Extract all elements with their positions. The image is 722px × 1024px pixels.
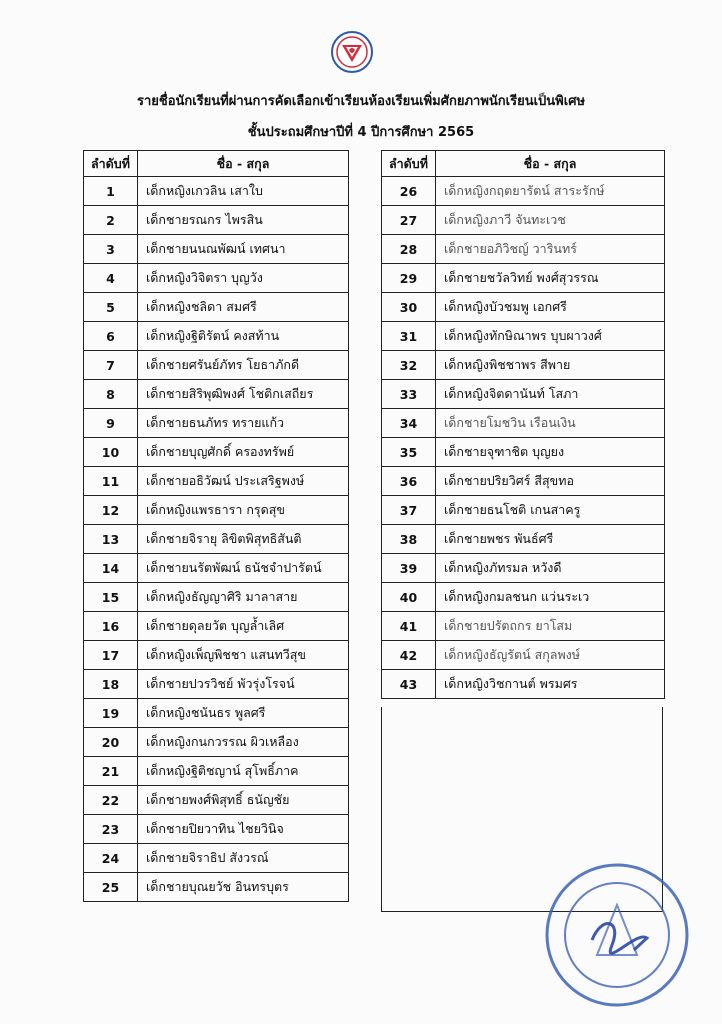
student-name: เด็กหญิงชนันธร พูลศรี <box>138 699 349 728</box>
table-row <box>84 322 349 351</box>
table-row <box>84 844 349 873</box>
row-number: 13 <box>84 525 138 554</box>
table-row <box>382 206 665 235</box>
table-row <box>84 235 349 264</box>
table-row <box>382 641 665 670</box>
row-number: 22 <box>84 786 138 815</box>
table-row <box>382 322 665 351</box>
student-name: เด็กชายศรันย์ภัทร โยธาภักดี <box>138 351 349 380</box>
table-row <box>84 293 349 322</box>
student-name: เด็กหญิงแพรธารา กรุดสุข <box>138 496 349 525</box>
row-number: 43 <box>382 670 436 699</box>
student-name: เด็กหญิงวิชกานต์ พรมศร <box>436 670 665 699</box>
table-row <box>84 728 349 757</box>
row-number: 18 <box>84 670 138 699</box>
row-number: 39 <box>382 554 436 583</box>
row-number: 32 <box>382 351 436 380</box>
row-number: 11 <box>84 467 138 496</box>
table-row <box>382 264 665 293</box>
student-name: เด็กชายบุณยวัช อินทรบุตร <box>138 873 349 902</box>
student-name: เด็กชายพชร พันธ์ศรี <box>436 525 665 554</box>
row-number: 27 <box>382 206 436 235</box>
table-row <box>382 351 665 380</box>
student-name: เด็กชายปริยวิศร์ สีสุขทอ <box>436 467 665 496</box>
student-name: เด็กหญิงจิตดานันท์ โสภา <box>436 380 665 409</box>
table-row <box>84 873 349 902</box>
row-number: 17 <box>84 641 138 670</box>
table-row <box>84 467 349 496</box>
row-number: 41 <box>382 612 436 641</box>
row-number: 37 <box>382 496 436 525</box>
row-number: 14 <box>84 554 138 583</box>
row-number: 3 <box>84 235 138 264</box>
student-name: เด็กชายสิริพุฒิพงศ์ โชติกเสถียร <box>138 380 349 409</box>
student-name: เด็กชายนรัตพัฒน์ ธนัชจำปารัตน์ <box>138 554 349 583</box>
row-number: 20 <box>84 728 138 757</box>
student-name: เด็กหญิงธัญรัตน์ สกุลพงษ์ <box>436 641 665 670</box>
column-header-number: ลำดับที่ <box>84 151 138 177</box>
row-number: 6 <box>84 322 138 351</box>
table-row <box>382 409 665 438</box>
table-row <box>84 206 349 235</box>
row-number: 2 <box>84 206 138 235</box>
row-number: 19 <box>84 699 138 728</box>
row-number: 1 <box>84 177 138 206</box>
row-number: 40 <box>382 583 436 612</box>
table-row <box>382 670 665 699</box>
table-row <box>382 583 665 612</box>
student-name: เด็กชายพงศ์พิสุทธิ์ ธนัญชัย <box>138 786 349 815</box>
row-number: 23 <box>84 815 138 844</box>
row-number: 31 <box>382 322 436 351</box>
student-name: เด็กหญิงภาวี จันทะเวช <box>436 206 665 235</box>
table-row <box>84 438 349 467</box>
row-number: 16 <box>84 612 138 641</box>
student-name: เด็กหญิงทักษิณาพร บุบผาวงศ์ <box>436 322 665 351</box>
table-row <box>84 612 349 641</box>
row-number: 21 <box>84 757 138 786</box>
row-number: 4 <box>84 264 138 293</box>
school-logo-icon <box>330 30 374 74</box>
table-row <box>382 438 665 467</box>
table-row <box>84 496 349 525</box>
row-number: 34 <box>382 409 436 438</box>
table-row <box>84 264 349 293</box>
student-name: เด็กหญิงกนกวรรณ ผิวเหลือง <box>138 728 349 757</box>
student-name: เด็กหญิงชลิดา สมศรี <box>138 293 349 322</box>
row-number: 7 <box>84 351 138 380</box>
student-name: เด็กหญิงเกวลิน เสาใบ <box>138 177 349 206</box>
school-seal-stamp <box>542 860 692 1010</box>
table-row <box>84 583 349 612</box>
table-row <box>382 496 665 525</box>
row-number: 26 <box>382 177 436 206</box>
student-name: เด็กชายจุฑาชิต บุญยง <box>436 438 665 467</box>
student-name: เด็กหญิงฐิติชญาน์ สุโพธิ์ภาค <box>138 757 349 786</box>
student-table-left <box>83 150 349 902</box>
table-row <box>84 177 349 206</box>
student-name: เด็กชายปิยวาทิน ไชยวินิจ <box>138 815 349 844</box>
row-number: 38 <box>382 525 436 554</box>
table-row <box>84 641 349 670</box>
student-name: เด็กชายอภิวิชญ์ วารินทร์ <box>436 235 665 264</box>
column-header-number: ลำดับที่ <box>382 151 436 177</box>
table-row <box>382 177 665 206</box>
student-name: เด็กชายธนโชติ เกนสาครู <box>436 496 665 525</box>
table-row <box>84 699 349 728</box>
document-subtitle: ชั้นประถมศึกษาปีที่ 4 ปีการศึกษา 2565 <box>247 125 475 140</box>
row-number: 9 <box>84 409 138 438</box>
row-number: 25 <box>84 873 138 902</box>
student-name: เด็กหญิงกฤตยารัตน์ สาระรักษ์ <box>436 177 665 206</box>
row-number: 8 <box>84 380 138 409</box>
column-header-name: ชื่อ - สกุล <box>436 151 665 177</box>
table-row <box>84 380 349 409</box>
row-number: 30 <box>382 293 436 322</box>
table-row <box>382 554 665 583</box>
student-name: เด็กหญิงบัวชมพู เอกศรี <box>436 293 665 322</box>
row-number: 29 <box>382 264 436 293</box>
student-name: เด็กชายโมชวิน เรือนเงิน <box>436 409 665 438</box>
student-name: เด็กหญิงธัญญาศิริ มาลาสาย <box>138 583 349 612</box>
row-number: 33 <box>382 380 436 409</box>
row-number: 42 <box>382 641 436 670</box>
table-row <box>84 351 349 380</box>
student-name: เด็กหญิงเพ็ญพิชชา แสนทวีสุข <box>138 641 349 670</box>
table-row <box>84 757 349 786</box>
student-name: เด็กชายธนภัทร ทรายแก้ว <box>138 409 349 438</box>
student-name: เด็กชายจิรายุ ลิขิตพิสุทธิสันติ <box>138 525 349 554</box>
row-number: 12 <box>84 496 138 525</box>
table-row <box>382 235 665 264</box>
student-name: เด็กหญิงฐิติรัตน์ คงสท้าน <box>138 322 349 351</box>
student-name: เด็กหญิงภัทรมล หวังดี <box>436 554 665 583</box>
student-table-right <box>381 150 665 699</box>
table-row <box>84 554 349 583</box>
table-row <box>84 525 349 554</box>
student-name: เด็กชายนนณพัฒน์ เทศนา <box>138 235 349 264</box>
student-name: เด็กชายดุลยวัต บุญล้ำเลิศ <box>138 612 349 641</box>
row-number: 36 <box>382 467 436 496</box>
student-name: เด็กหญิงวิจิตรา บุญวัง <box>138 264 349 293</box>
table-row <box>382 525 665 554</box>
student-name: เด็กหญิงพิชชาพร สีพาย <box>436 351 665 380</box>
document-title: รายชื่อนักเรียนที่ผ่านการคัดเลือกเข้าเรียนห้องเรียนเพิ่มศักยภาพนักเรียนเป็นพิเศษ <box>136 94 586 109</box>
student-name: เด็กชายอธิวัฒน์ ประเสริฐพงษ์ <box>138 467 349 496</box>
row-number: 10 <box>84 438 138 467</box>
table-row <box>382 380 665 409</box>
student-name: เด็กชายชวัลวิทย์ พงศ์สุวรรณ <box>436 264 665 293</box>
row-number: 5 <box>84 293 138 322</box>
table-row <box>84 815 349 844</box>
student-name: เด็กชายจิราธิป สังวรณ์ <box>138 844 349 873</box>
table-row <box>382 293 665 322</box>
table-row <box>84 409 349 438</box>
table-row <box>84 670 349 699</box>
row-number: 24 <box>84 844 138 873</box>
row-number: 28 <box>382 235 436 264</box>
student-name: เด็กชายบุญศักดิ์ ครองทรัพย์ <box>138 438 349 467</box>
student-name: เด็กชายปรัตถกร ยาโสม <box>436 612 665 641</box>
table-row <box>382 467 665 496</box>
column-header-name: ชื่อ - สกุล <box>138 151 349 177</box>
student-name: เด็กชายรณกร ไพรสิน <box>138 206 349 235</box>
table-row <box>84 786 349 815</box>
row-number: 15 <box>84 583 138 612</box>
row-number: 35 <box>382 438 436 467</box>
table-row <box>382 612 665 641</box>
student-name: เด็กชายปวรวิชย์ พัวรุ่งโรจน์ <box>138 670 349 699</box>
student-name: เด็กหญิงกมลชนก แว่นระเว <box>436 583 665 612</box>
